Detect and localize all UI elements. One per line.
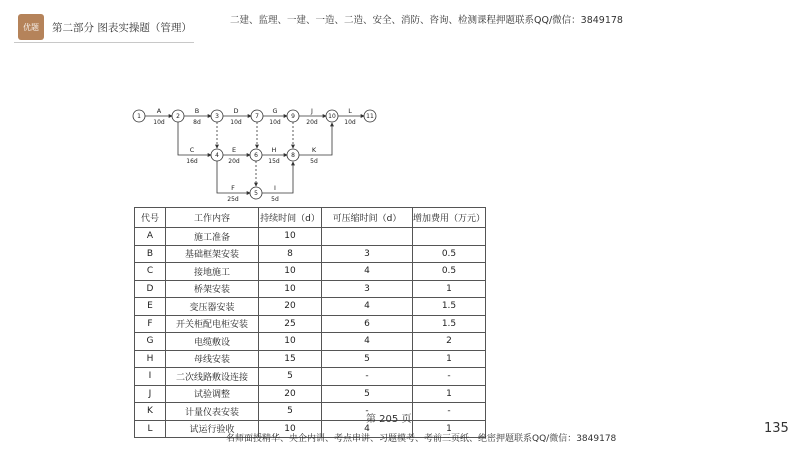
activity-code-j: J	[311, 107, 313, 115]
activity-code-f: F	[231, 184, 235, 192]
table-row: J 试验调整 20 5 1	[135, 385, 486, 403]
node-label-7: 7	[255, 113, 259, 120]
work-table	[134, 207, 486, 438]
duration-e: 20d	[228, 158, 240, 165]
node-label-5: 5	[254, 190, 258, 197]
node-label-11: 11	[366, 113, 374, 120]
node-label-1: 1	[137, 113, 141, 120]
header-work-content: 工作内容	[166, 208, 259, 228]
page-corner-number: 135	[764, 421, 789, 436]
header-compressible: 可压缩时间（d）	[322, 208, 413, 228]
activity-code-c: C	[189, 146, 195, 154]
duration-a: 10d	[153, 119, 165, 126]
table-row: E 变压器安装 20 4 1.5	[135, 298, 486, 316]
duration-l: 10d	[344, 119, 356, 126]
duration-j: 20d	[306, 119, 318, 126]
logo: 优题	[18, 14, 44, 40]
node-label-6: 6	[254, 152, 258, 159]
activity-code-a: A	[156, 107, 162, 115]
table-row: F 开关柜配电柜安装 25 6 1.5	[135, 315, 486, 333]
arrow-i	[262, 162, 293, 193]
node-label-3: 3	[215, 113, 219, 120]
table-row: A 施工准备 10	[135, 228, 486, 246]
arrow-c	[178, 122, 211, 155]
table-row: G 电缆敷设 10 4 2	[135, 333, 486, 351]
top-contact-banner: 二建、监理、一建、一造、二造、安全、消防、咨询、检测课程押题联系QQ/微信：3849178	[230, 15, 623, 26]
table-row: D 桥架安装 10 3 1	[135, 280, 486, 298]
activity-code-g: G	[272, 107, 278, 115]
duration-h: 15d	[268, 158, 280, 165]
page-number: 第 205 页	[366, 414, 412, 425]
activity-code-e: E	[231, 146, 237, 154]
activity-code-i: I	[274, 184, 276, 192]
bottom-contact-banner: 名师面授精华、央企内训、考点串讲、习题模考、考前三页纸、绝密押题联系QQ/微信：3849178	[226, 434, 617, 444]
header-extra-cost: 增加费用（万元）	[413, 208, 486, 228]
header-duration: 持续时间（d）	[259, 208, 322, 228]
activity-code-h: H	[271, 146, 277, 154]
node-label-8: 8	[291, 152, 295, 159]
node-label-9: 9	[291, 113, 295, 120]
duration-b: 8d	[193, 119, 201, 126]
node-label-2: 2	[176, 113, 180, 120]
section-title: 第二部分 图表实操题（管理）	[52, 22, 192, 34]
table-row: C 接地施工 10 4 0.5	[135, 263, 486, 281]
node-label-4: 4	[215, 152, 219, 159]
duration-k: 5d	[310, 158, 318, 165]
duration-d: 10d	[230, 119, 242, 126]
duration-i: 5d	[271, 196, 279, 203]
table-row: K 计量仪表安装 5 - -	[135, 403, 486, 421]
activity-code-k: K	[311, 146, 317, 154]
table-row: L 试运行验收 10 4 1	[135, 420, 486, 438]
table-header-row	[135, 208, 486, 228]
table-row: H 母线安装 15 5 1	[135, 350, 486, 368]
activity-code-d: D	[233, 107, 239, 115]
activity-code-l: L	[348, 107, 352, 115]
table-row: B 基础框架安装 8 3 0.5	[135, 245, 486, 263]
duration-g: 10d	[269, 119, 281, 126]
header-code: 代号	[135, 208, 166, 228]
table-row: I 二次线路敷设连接 5 - -	[135, 368, 486, 386]
node-label-10: 10	[328, 113, 336, 120]
duration-f: 25d	[227, 196, 239, 203]
network-diagram	[130, 100, 390, 208]
activity-code-b: B	[194, 107, 200, 115]
header-divider	[14, 42, 194, 43]
duration-c: 16d	[186, 158, 198, 165]
